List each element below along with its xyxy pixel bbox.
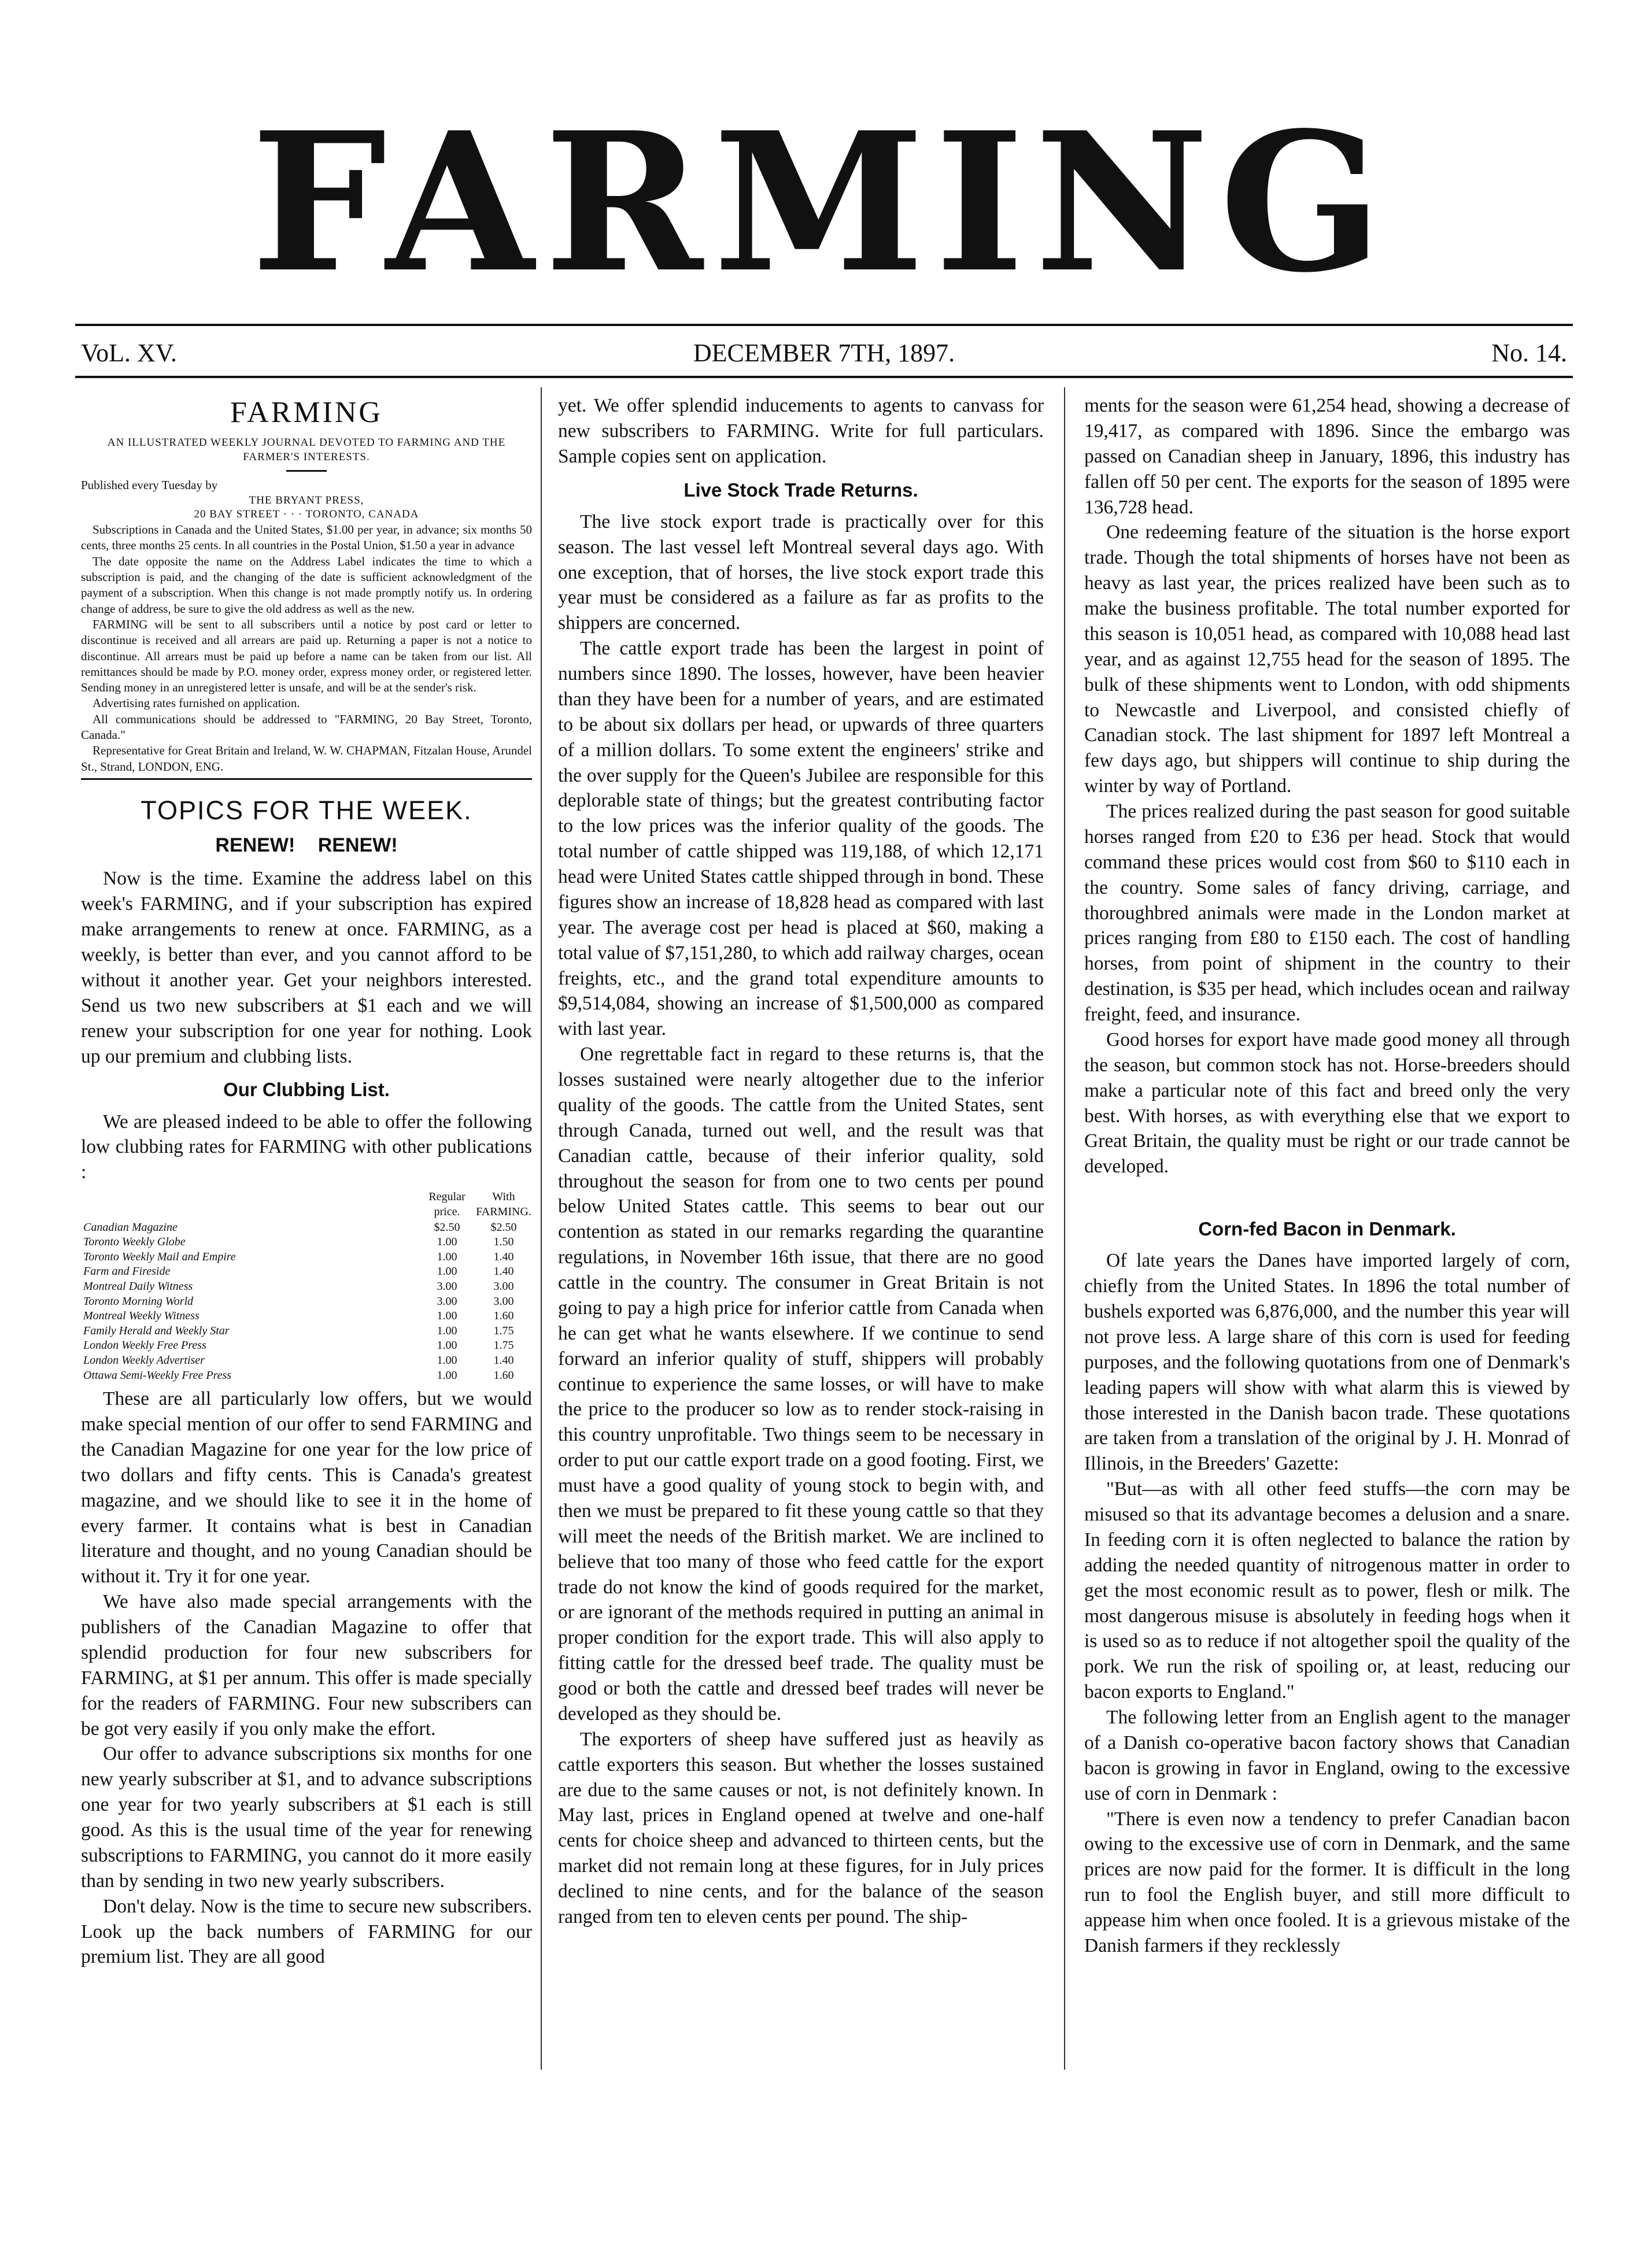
masthead-title: FARMING — [251, 90, 1393, 315]
column-header-with: With FARMING. — [476, 1190, 531, 1219]
section-heading-live-stock: Live Stock Trade Returns. — [684, 479, 918, 501]
box-title: FARMING — [230, 396, 383, 429]
subscription-info: Subscriptions in Canada and the United States, $1.00 per year, in advance; six months 50 cents, three months 25 cents. In all countries in the Postal Union, $1.50 a year in advance — [81, 523, 532, 553]
paragraph: "There is even now a tendency to prefer Canadian bacon owing to the excessive use of corn in Denmark, and the same prices are now paid for the former. It is difficult in the long run to fool the English buyer, and still more difficult to appease him when once fooled. It is a grievous mistake of the Danish farmers if they recklessly — [1084, 1808, 1570, 1956]
paragraph: yet. We offer splendid inducements to agents to canvass for new subscribers to FARMING. Write for full particulars. Sample copies sent on application. — [558, 395, 1044, 467]
representative-info: Representative for Great Britain and Ireland, W. W. CHAPMAN, Fitzalan House, Arundel St., Strand, LONDON, ENG. — [81, 743, 532, 774]
table-row: Toronto Morning World 3.00 3.00 — [83, 1294, 514, 1308]
masthead-rule-top — [75, 324, 1573, 326]
clubbing-table — [81, 1189, 532, 1383]
column-divider — [541, 387, 542, 2070]
paragraph: We have also made special arrangements with the publishers of the Canadian Magazine to offer that splendid production for four new subscribers for FARMING, at $1 per annum. This offer is made specially for the readers of FARMING. Four new subscribers can be got very easily if you only make the effort. — [81, 1591, 532, 1740]
table-row: Farm and Fireside 1.00 1.40 — [83, 1265, 514, 1278]
column-header-regular: Regular price. — [428, 1190, 466, 1219]
paragraph: The exporters of sheep have suffered just as heavily as cattle exporters this season. But whether the losses sustained are due to the same causes or not, is not definitely known. In May last, prices in England opened at twelve and one-half cents for choice sheep and advanced to thirteen cents, but the market did not remain long at these figures, for in July prices declined to nine cents, and for the balance of the season ranged from ten to eleven cents per pound. The ship- — [558, 1728, 1044, 1927]
table-row: Canadian Magazine $2.50 $2.50 — [83, 1220, 517, 1234]
paragraph: "But—as with all other feed stuffs—the corn may be misused so that its advantage becomes a delusion and a snare. In feeding corn it is often neglected to balance the ration by adding the needed quantity of nitrogenous matter in order to get the most economic result as to power, flesh or milk. The most dangerous misuse is absolutely in feeding hogs when it is used so as to reduce if not altogether spoil the quality of the pork. We run the risk of spoiling or, at least, reducing our bacon exports to England." — [1084, 1478, 1570, 1703]
paragraph: The live stock export trade is practically over for this season. The last vessel left Montreal several days ago. With one exception, that of horses, the live stock export trade this year must be considered as a failure as far as profits to the shippers are concerned. — [558, 510, 1044, 634]
table-row: Montreal Weekly Witness 1.00 1.60 — [83, 1309, 514, 1323]
clubbing-heading: Our Clubbing List. — [223, 1079, 390, 1101]
table-row: Ottawa Semi-Weekly Free Press 1.00 1.60 — [83, 1368, 514, 1382]
paragraph: Good horses for export have made good money all through the season, but common stock has not. Horse-breeders should make a particular note of this fact and breed only the very best. With horses, as with everything else that we export to Great Britain, the quality must be right or our trade cannot be developed. — [1084, 1028, 1570, 1178]
issue-date: DECEMBER 7TH, 1897. — [693, 339, 955, 367]
paragraph: One regrettable fact in regard to these returns is, that the losses sustained were nearly altogether due to the inferior quality of the goods. The cattle from the United States, sent through Canada, turned out well, and the result was that Canadian cattle, because of their inferior quality, sold throughout the season for from one to two cents per pound below United States cattle. This seems to bear out our contention as stated in our remarks regarding the quarantine regulations, in November 16th issue, that there are no good cattle in the country. The consumer in Great Britain is not going to pay a high price for inferior cattle from Canada when he can get what he wants elsewhere. If we continue to send forward an inferior quality of stuff, shippers will probably continue to experience the same losses, or will have to make the price to the producer so low as to render stock-raising in this country unprofitable. Two things seem to be necessary in order to put our cattle export trade on a good footing. First, we must have a good quality of young stock to begin with, and then we must be prepared to fit these young cattle so that they will meet the needs of the British market. We are inclined to believe that too many of those who feed cattle for the export trade do not know the kind of goods required for the market, or are ignorant of the methods required in putting an animal in proper condition for the export trade. This will also apply to fitting cattle for the dressed beef trade. The quality must be good or both the cattle and dressed beef trades will never be developed as they should be. — [558, 1044, 1044, 1725]
paragraph: Our offer to advance subscriptions six months for one new yearly subscriber at $1, and to advance subscriptions one year for two yearly subscribers at $1 each is still good. As this is the usual time of the year for renewing subscriptions to FARMING, you cannot do it more easily than by sending in two new yearly subscribers. — [81, 1743, 532, 1892]
table-row: London Weekly Advertiser 1.00 1.40 — [83, 1353, 514, 1367]
publisher-box — [81, 436, 532, 775]
paragraph: These are all particularly low offers, but we would make special mention of our offer to send FARMING and the Canadian Magazine for one year for the low price of two dollars and fifty cents. This is Canada's greatest magazine, and we should like to see it in the home of every farmer. It contains what is best in Canadian literature and thought, and no young Canadian should be without it. Try it for one year. — [81, 1388, 532, 1588]
paragraph: We are pleased indeed to be able to offer the following low clubbing rates for FARMING with other publications : — [81, 1111, 532, 1183]
section-heading-corn-fed-bacon: Corn-fed Bacon in Denmark. — [1198, 1218, 1456, 1240]
masthead-rule-bottom — [75, 376, 1573, 378]
publisher-address: 20 BAY STREET · · · TORONTO, CANADA — [194, 508, 419, 521]
volume-number: VoL. XV. — [81, 339, 177, 367]
column-divider — [1064, 387, 1065, 2070]
paragraph: Now is the time. Examine the address label on this week's FARMING, and if your subscription has expired make arrangements to renew at once. FARMING, as a weekly, is better than ever, and you cannot afford to be without it another year. Get your neighbors interested. Send us two new subscribers at $1 each and we will renew your subscription for one year for nothing. Look up our premium and clubbing lists. — [81, 868, 532, 1067]
column-2 — [558, 393, 1044, 1930]
column-3 — [1084, 393, 1570, 1959]
table-row: Toronto Weekly Globe 1.00 1.50 — [83, 1235, 514, 1249]
discontinue-info: FARMING will be sent to all subscribers until a notice by post card or letter to discontinue is received and all arrears are paid up. Returning a paper is not a notice to discontinue. All arrears must be paid up before a name can be taken from our list. All remittances should be made by P.O. money order, express money order, or registered letter. Sending money in an unregistered letter is unsafe, and will be at the sender's risk. — [81, 617, 532, 695]
issue-number: No. 14. — [1491, 339, 1567, 367]
paragraph: Of late years the Danes have imported largely of corn, chiefly from the United States. In 1896 the total number of bushels exported was 6,876,000, and the number this year will not prove less. A large share of this corn is used for feeding purposes, and the following quotations from one of Denmark's leading papers will show with what alarm this is viewed by those interested in the Danish bacon trade. These quotations are taken from a translation of the original by J. H. Monrad of Illinois, in the Breeders' Gazette: — [1084, 1250, 1570, 1475]
table-row: Toronto Weekly Mail and Empire 1.00 1.40 — [83, 1250, 514, 1263]
advertising-info: Advertising rates furnished on application. — [93, 696, 300, 711]
column-1 — [81, 393, 532, 1970]
paragraph: The following letter from an English agent to the manager of a Danish co-operative bacon factory shows that Canadian bacon is growing in favor in England, owing to the excessive use of corn in Denmark : — [1084, 1707, 1570, 1804]
publisher-name: THE BRYANT PRESS, — [249, 494, 364, 506]
table-row: London Weekly Free Press 1.00 1.75 — [83, 1339, 514, 1352]
table-row: Montreal Daily Witness 3.00 3.00 — [83, 1279, 514, 1293]
paragraph: The prices realized during the past season for good suitable horses ranged from £20 to £36 per head. Stock that would command these prices would cost from $60 to $110 each in the country. Some sales of fancy driving, carriage, and thoroughbred animals were made in the London market at prices ranging from £80 to £150 each. The cost of handling horses, from point of shipment in the country to their destination, is $35 per head, which includes ocean and railway freight, feed, and insurance. — [1084, 801, 1570, 1025]
divider — [286, 470, 327, 472]
divider — [81, 778, 532, 780]
paragraph: One redeeming feature of the situation is the horse export trade. Though the total shipments of horses have not been as heavy as last year, the prices realized have been such as to make the business profitable. The total number exported for this season is 10,051 head, as compared with 10,088 head last year, and as against 12,755 head for the season of 1895. The bulk of these shipments went to London, with odd shipments to Newcastle and Liverpool, and consisted chiefly of Canadian stock. The last shipment for 1897 left Montreal a few days ago, but shippers will continue to ship during the winter by way of Portland. — [1084, 521, 1570, 797]
communications-info: All communications should be addressed to "FARMING, 20 Bay Street, Toronto, Canada." — [81, 712, 532, 742]
label-info: The date opposite the name on the Address Label indicates the time to which a subscription is paid, and the changing of the date is sufficient acknowledgment of the payment of a subscription. When this change is not made promptly notify us. In ordering change of address, be sure to give the old address as well as the new. — [81, 554, 532, 616]
paragraph: Don't delay. Now is the time to secure new subscribers. Look up the back numbers of FARMING for our premium list. They are all good — [81, 1895, 532, 1968]
tagline: AN ILLUSTRATED WEEKLY JOURNAL DEVOTED TO FARMING AND THE FARMER'S INTERESTS. — [107, 436, 506, 463]
paragraph: ments for the season were 61,254 head, showing a decrease of 19,417, as compared with 1896. Since the embargo was passed on Canadian sheep in January, 1896, this industry has fallen off 50 per cent. The exports for the season of 1895 were 136,728 head. — [1084, 395, 1570, 518]
topics-heading: TOPICS FOR THE WEEK. — [141, 795, 472, 825]
renew-heading: RENEW! RENEW! — [215, 834, 398, 856]
publisher-line: Published every Tuesday by — [81, 478, 218, 493]
paragraph: The cattle export trade has been the largest in point of numbers since 1890. The losses, however, have been heavier than they have been for a number of years, and are estimated to be about six dollars per head, or upwards of three quarters of a million dollars. To some extent the engineers' strike and the over supply for the Queen's Jubilee are responsible for this deplorable state of things; but the greatest contributing factor to the low prices was the inferior quality of the goods. The total number of cattle shipped was 119,188, of which 12,171 head were United States cattle shipped through in bond. These figures show an increase of 18,828 head as compared with last year. The average cost per head is placed at $60, making a total value of $7,151,280, to which add railway charges, ocean freights, etc., and the grand total expenditure amounts to $9,514,084, showing an increase of $1,500,000 as compared with last year. — [558, 638, 1044, 1040]
table-row: Family Herald and Weekly Star 1.00 1.75 — [83, 1324, 514, 1337]
